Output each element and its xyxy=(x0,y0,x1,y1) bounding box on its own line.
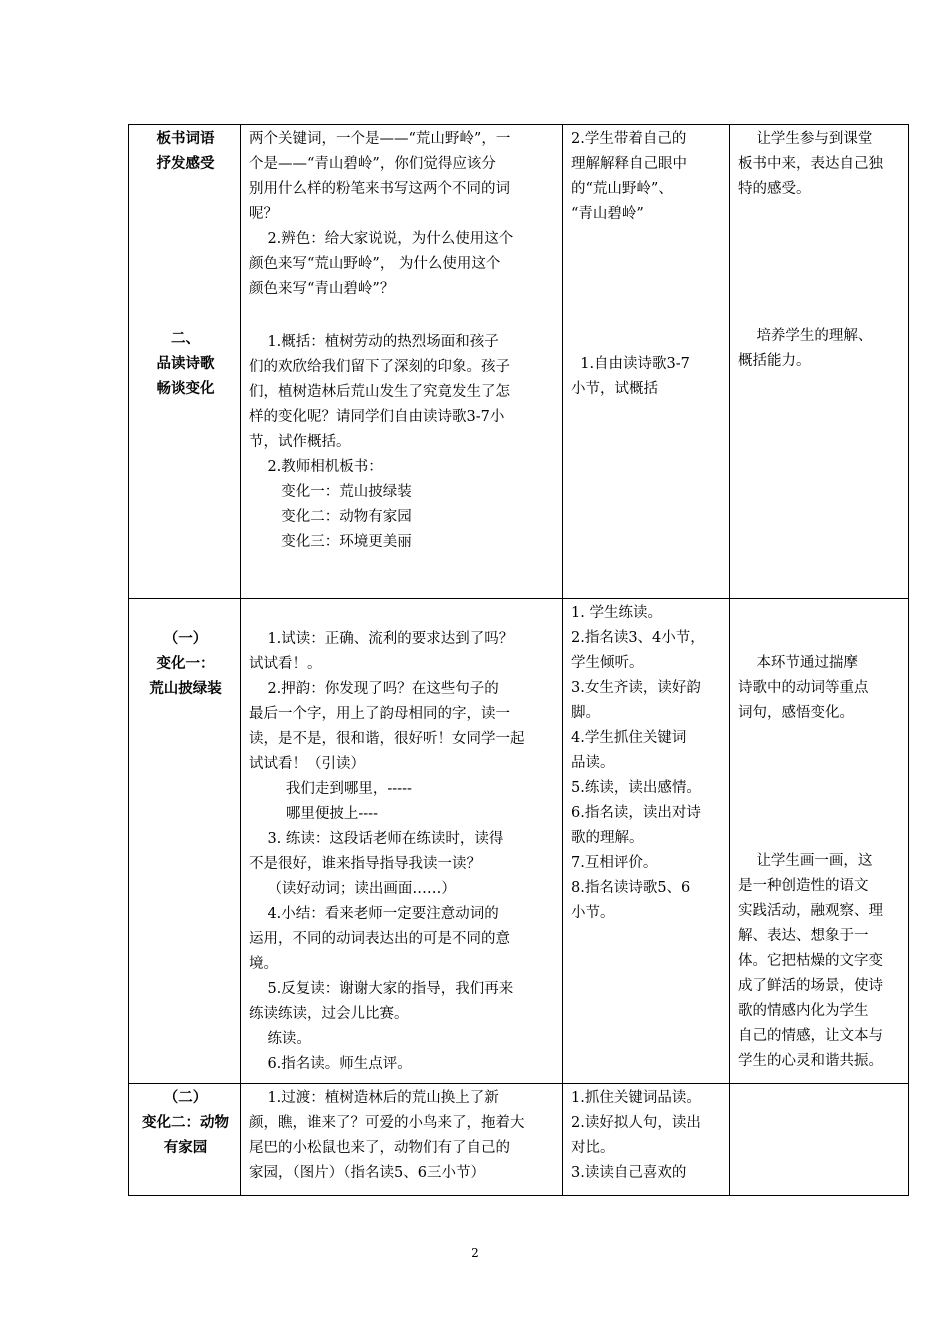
text-line: 运用，不同的动词表达出的可是不同的意 xyxy=(249,931,510,947)
text-line: 的“荒山野岭”、 xyxy=(571,181,673,197)
text-line: 颜，瞧，谁来了？可爱的小鸟来了，拖着大 xyxy=(249,1115,525,1131)
text-line: 脚。 xyxy=(571,705,600,721)
text-line: 是一种创造性的语文 xyxy=(738,878,869,894)
text-line: 3.女生齐读，读好韵 xyxy=(571,680,701,696)
section-title: 品读诗歌 xyxy=(156,356,215,372)
text-line: 3.读读自己喜欢的 xyxy=(571,1165,687,1181)
text-line: 1.自由读诗歌3-7 xyxy=(571,356,690,372)
text-line: 8.指名读诗歌5、6 xyxy=(571,880,691,896)
section-title: 有家园 xyxy=(163,1140,208,1156)
text-line: 1.过渡：植树造林后的荒山换上了新 xyxy=(249,1090,499,1106)
text-line: 歌的理解。 xyxy=(571,830,644,846)
text-line: 不是很好，谁来指导指导我读一读？ xyxy=(249,856,481,872)
text-line: 诗歌中的动词等重点 xyxy=(738,680,869,696)
text-line: 5.练读，读出感情。 xyxy=(571,780,701,796)
design-intent-cell xyxy=(730,125,909,599)
text-line: 练读练读，过会儿比赛。 xyxy=(249,1006,409,1022)
text-line: 4.小结：看来老师一定要注意动词的 xyxy=(249,906,499,922)
student-activity-cell xyxy=(563,1084,730,1196)
text-line: 最后一个字，用上了韵母相同的字，读一 xyxy=(249,706,510,722)
text-line: 读，是不是，很和谐，很好听！女同学一起 xyxy=(249,731,525,747)
text-line: 解、表达、想象于一 xyxy=(738,928,869,944)
text-line: “青山碧岭” xyxy=(571,206,644,222)
text-line: 境。 xyxy=(249,956,278,972)
text-line: 2.学生带着自己的 xyxy=(571,131,687,147)
text-line: 颜色来写“荒山野岭”， 为什么使用这个 xyxy=(249,256,501,272)
teacher-activity-cell xyxy=(241,1084,563,1196)
text-line: 本环节通过揣摩 xyxy=(738,655,858,671)
text-line: 让学生参与到课堂 xyxy=(738,131,873,147)
teacher-activity-cell xyxy=(241,599,563,1084)
text-line: 哪里便披上---- xyxy=(249,806,378,822)
text-line: 样的变化呢？请同学们自由读诗歌3-7小 xyxy=(249,409,505,425)
section-cell xyxy=(129,125,241,599)
text-line: 学生倾听。 xyxy=(571,655,644,671)
text-line: 体。它把枯燥的文字变 xyxy=(738,953,883,969)
text-line: 1.抓住关键词品读。 xyxy=(571,1090,701,1106)
table-row xyxy=(129,1084,909,1196)
text-line: 2.押韵：你发现了吗？在这些句子的 xyxy=(249,681,499,697)
section-title: （二） xyxy=(163,1090,208,1106)
section-cell xyxy=(129,599,241,1084)
text-line: 3. 练读：这段话老师在练读时，读得 xyxy=(249,831,504,847)
design-intent-cell xyxy=(730,1084,909,1196)
text-line: 板书中来，表达自己独 xyxy=(738,156,883,172)
section-title: 荒山披绿装 xyxy=(149,681,222,697)
text-line: 个是——“青山碧岭”，你们觉得应该分 xyxy=(249,156,496,172)
text-line: 自己的情感，让文本与 xyxy=(738,1028,883,1044)
text-line: 成了鲜活的场景，使诗 xyxy=(738,978,883,994)
text-line: 品读。 xyxy=(571,755,615,771)
text-line: 6.指名读，读出对诗 xyxy=(571,805,701,821)
text-line: 特的感受。 xyxy=(738,181,811,197)
text-line: 家园，（图片）（指名读5、6三小节） xyxy=(249,1165,485,1181)
text-line: 词句，感悟变化。 xyxy=(738,705,854,721)
text-line: 学生的心灵和谐共振。 xyxy=(738,1053,883,1069)
text-line: 练读。 xyxy=(249,1031,311,1047)
text-line: 2.指名读3、4小节， xyxy=(571,630,705,646)
text-line: 6.指名读。师生点评。 xyxy=(249,1056,412,1072)
section-title: 畅谈变化 xyxy=(156,381,215,397)
text-line: 概括能力。 xyxy=(738,353,811,369)
table-row xyxy=(129,125,909,599)
text-line: 变化三：环境更美丽 xyxy=(249,534,412,550)
text-line: 1.试读：正确、流利的要求达到了吗？ xyxy=(249,631,514,647)
text-line: 实践活动，融观察、理 xyxy=(738,903,883,919)
text-line: 变化二：动物有家园 xyxy=(249,509,412,525)
text-line: 小节，试概括 xyxy=(571,381,658,397)
section-title: 变化一： xyxy=(156,656,215,672)
section-title: （一） xyxy=(163,631,208,647)
text-line: 两个关键词，一个是——“荒山野岭”，一 xyxy=(249,131,511,147)
text-line: 7.互相评价。 xyxy=(571,855,658,871)
text-line: 试试看！。 xyxy=(249,656,322,672)
text-line: 小节。 xyxy=(571,905,615,921)
text-line: 节，试作概括。 xyxy=(249,434,351,450)
table-row xyxy=(129,599,909,1084)
text-line: 培养学生的理解、 xyxy=(738,328,873,344)
text-line: 5.反复读：谢谢大家的指导，我们再来 xyxy=(249,981,514,997)
text-line: 让学生画一画，这 xyxy=(738,853,873,869)
text-line: （读好动词；读出画面……） xyxy=(249,881,456,897)
text-line: 理解解释自己眼中 xyxy=(571,156,687,172)
text-line: 呢？ xyxy=(249,206,278,222)
text-line: 们，植树造林后荒山发生了究竟发生了怎 xyxy=(249,384,510,400)
teacher-activity-cell xyxy=(241,125,563,599)
text-line: 尾巴的小松鼠也来了，动物们有了自己的 xyxy=(249,1140,510,1156)
lesson-plan-table xyxy=(128,124,909,1196)
page-number: 2 xyxy=(471,1246,479,1260)
text-line: 别用什么样的粉笔来书写这两个不同的词 xyxy=(249,181,510,197)
text-line: 变化一：荒山披绿装 xyxy=(249,484,412,500)
text-line: 颜色来写“青山碧岭”？ xyxy=(249,281,395,297)
section-title: 二、 xyxy=(171,331,200,347)
text-line: 歌的情感内化为学生 xyxy=(738,1003,869,1019)
student-activity-cell xyxy=(563,599,730,1084)
section-title: 抒发感受 xyxy=(156,156,215,172)
text-line: 2.辨色：给大家说说，为什么使用这个 xyxy=(249,231,514,247)
student-activity-cell xyxy=(563,125,730,599)
text-line: 对比。 xyxy=(571,1140,615,1156)
text-line: 2.教师相机板书： xyxy=(249,459,383,475)
text-line: 1. 学生练读。 xyxy=(571,605,662,621)
section-cell xyxy=(129,1084,241,1196)
text-line: 1.概括：植树劳动的热烈场面和孩子 xyxy=(249,334,499,350)
section-title: 板书词语 xyxy=(156,131,215,147)
text-line: 我们走到哪里，----- xyxy=(249,781,412,797)
text-line: 们的欢欣给我们留下了深刻的印象。孩子 xyxy=(249,359,510,375)
section-title: 变化二：动物 xyxy=(142,1115,229,1131)
text-line: 试试看！（引读） xyxy=(249,756,365,772)
text-line: 2.读好拟人句，读出 xyxy=(571,1115,701,1131)
design-intent-cell xyxy=(730,599,909,1084)
text-line: 4.学生抓住关键词 xyxy=(571,730,687,746)
